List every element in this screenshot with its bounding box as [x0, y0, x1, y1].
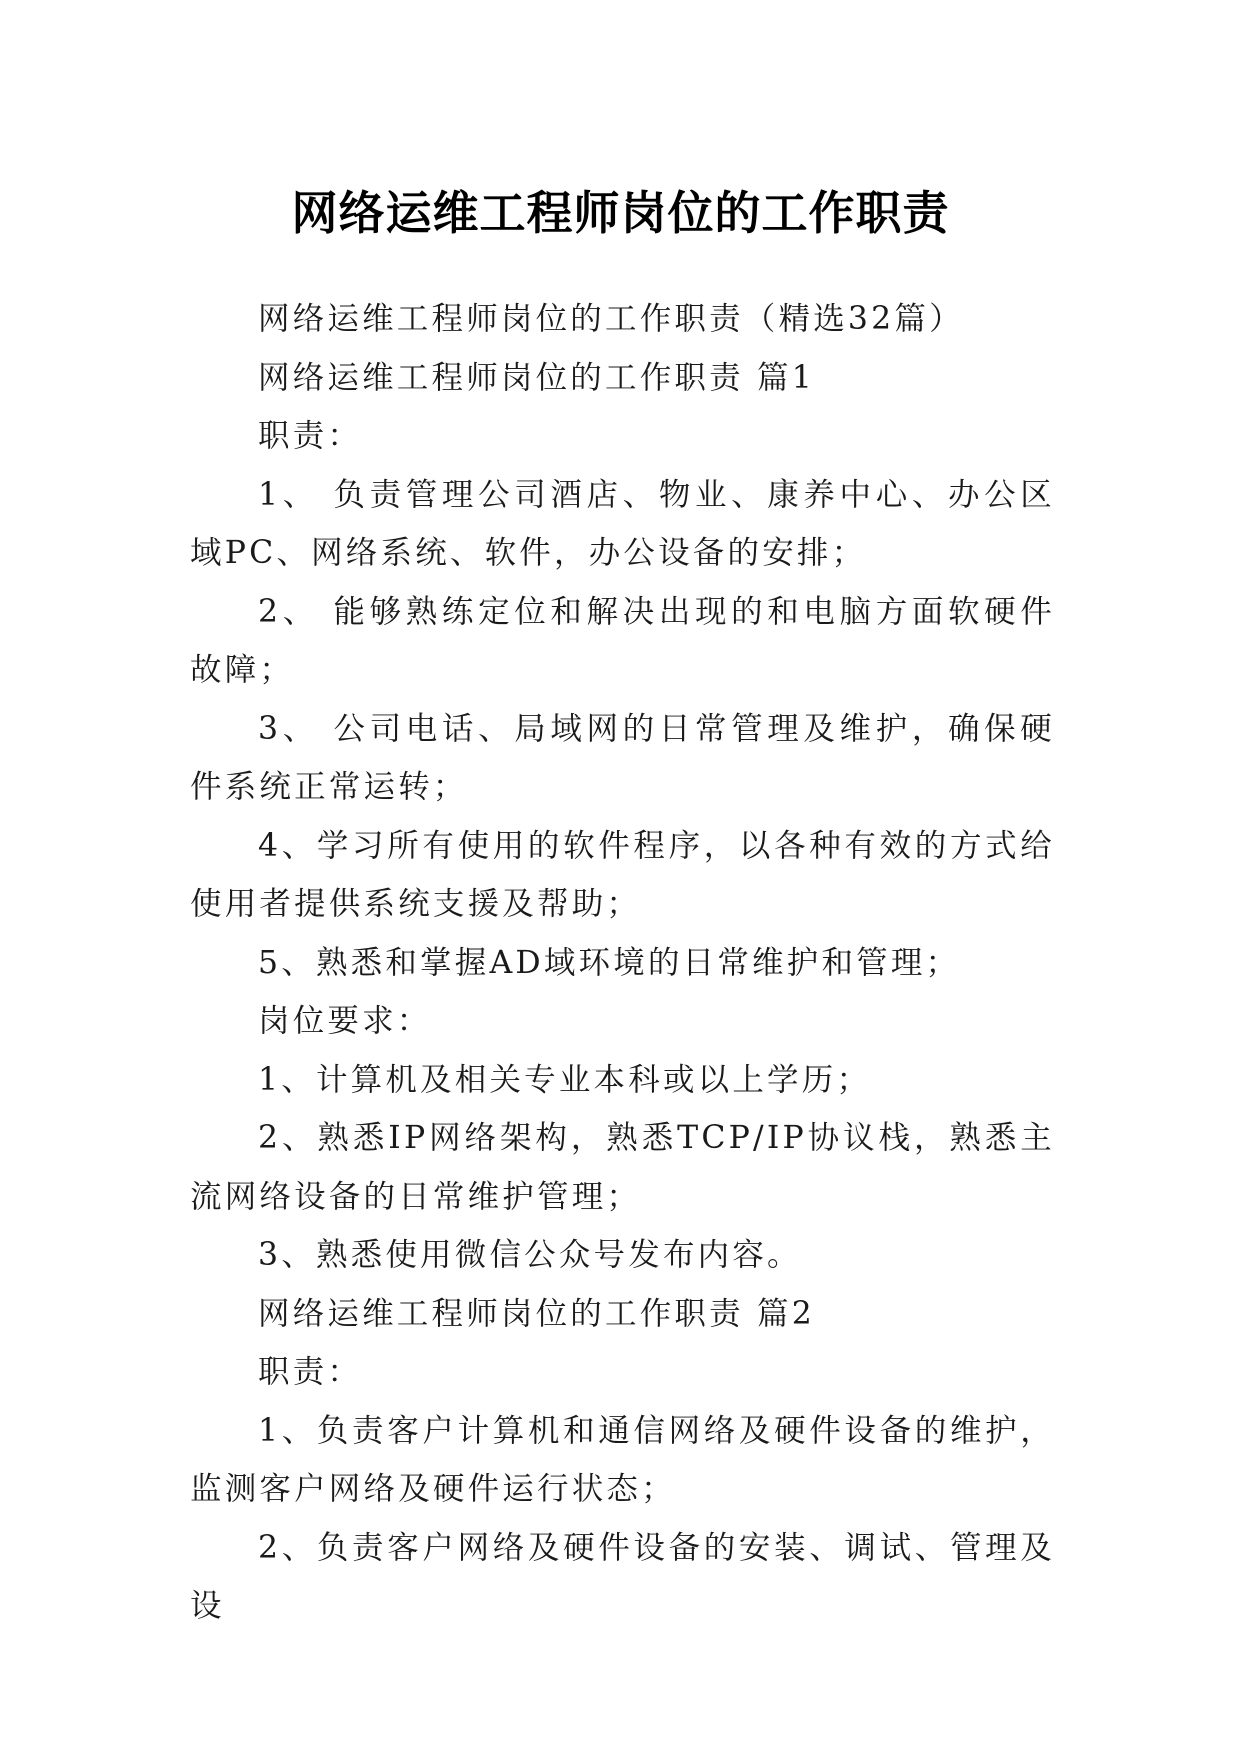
paragraph-duty-item: 1、 负责管理公司酒店、物业、康养中心、办公区域PC、网络系统、软件，办公设备的安排；	[190, 476, 1055, 571]
document-title: 网络运维工程师岗位的工作职责	[291, 185, 950, 240]
paragraph-requirement-item: 3、熟悉使用微信公众号发布内容。	[258, 1237, 802, 1273]
paragraph-duties-label: 职责：	[258, 1354, 363, 1390]
paragraph-requirement-item: 2、熟悉IP网络架构，熟悉TCP/IP协议栈，熟悉主流网络设备的日常维护管理；	[190, 1120, 1055, 1215]
paragraph-duty-item: 2、负责客户网络及硬件设备的安装、调试、管理及设	[190, 1529, 1055, 1624]
paragraph-duty-item: 4、学习所有使用的软件程序，以各种有效的方式给使用者提供系统支援及帮助；	[190, 827, 1055, 922]
paragraph-requirement-item: 1、计算机及相关专业本科或以上学历；	[258, 1061, 872, 1098]
paragraph-section-heading: 网络运维工程师岗位的工作职责 篇2	[258, 1295, 815, 1332]
paragraph-requirements-label: 岗位要求：	[258, 1003, 432, 1039]
paragraph-subtitle: 网络运维工程师岗位的工作职责（精选32篇）	[258, 301, 964, 337]
document-body	[190, 290, 1055, 1636]
paragraph-duty-item: 5、熟悉和掌握AD域环境的日常维护和管理；	[258, 944, 961, 981]
paragraph-section-heading: 网络运维工程师岗位的工作职责 篇1	[258, 359, 815, 396]
paragraph-duty-item: 3、 公司电话、局域网的日常管理及维护，确保硬件系统正常运转；	[190, 710, 1055, 805]
paragraph-duty-item: 2、 能够熟练定位和解决出现的和电脑方面软硬件故障；	[190, 593, 1055, 688]
paragraph-duties-label: 职责：	[258, 418, 363, 454]
paragraph-duty-item: 1、负责客户计算机和通信网络及硬件设备的维护，监测客户网络及硬件运行状态；	[190, 1412, 1055, 1507]
